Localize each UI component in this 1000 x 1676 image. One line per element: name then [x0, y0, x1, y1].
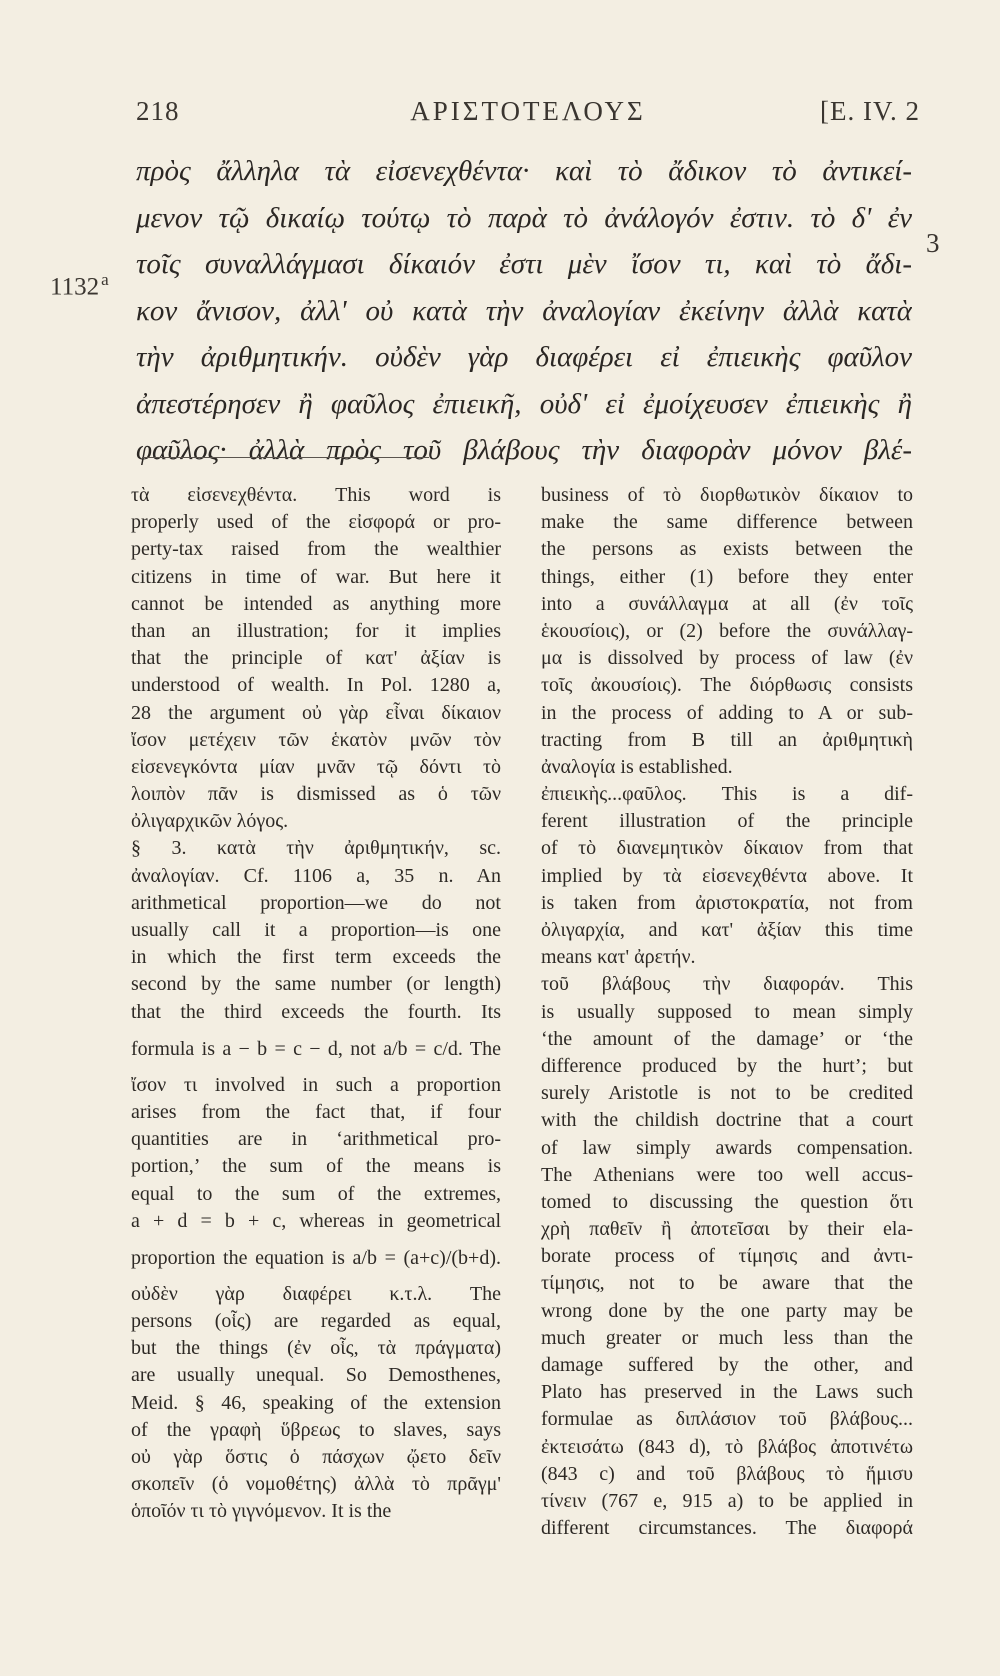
commentary-line: τίνειν (767 e, 915 a) to be applied in: [541, 1489, 913, 1512]
commentary-line: of τὸ διανεμητικὸν δίκαιον from that: [541, 837, 913, 860]
commentary-line: a + d = b + c, whereas in geometrical: [131, 1209, 501, 1232]
commentary-line: into a συνάλλαγμα at all (ἐν τοῖς: [541, 592, 913, 615]
commentary-line: 28 the argument οὐ γὰρ εἶναι δίκαιον: [131, 701, 501, 724]
commentary-line: of the γραφὴ ὕβρεως to slaves, says: [131, 1418, 501, 1441]
commentary-line: business of τὸ διορθωτικὸν δίκαιον to: [541, 484, 913, 506]
commentary-line: is usually supposed to mean simply: [541, 1000, 913, 1023]
margin-section-number: 3: [926, 228, 940, 258]
commentary-line: ὀλιγαρχικῶν λόγος.: [131, 810, 289, 833]
commentary-line: ‘the amount of the damage’ or ‘the: [541, 1027, 913, 1050]
commentary-line: ἐπιεικὴς...φαῦλος. This is a dif-: [541, 783, 913, 806]
commentary-line: § 3. κατὰ τὴν ἀριθμητικήν, sc.: [131, 837, 501, 860]
commentary-line: τοῦ βλάβους τὴν διαφοράν. This: [541, 973, 913, 996]
commentary-line: εἰσενεγκόντα μίαν μνᾶν τῷ δόντι τὸ: [131, 755, 501, 778]
bekker-page: 1132: [50, 273, 100, 301]
commentary-line: quantities are in ‘arithmetical pro-: [131, 1128, 501, 1151]
commentary-line: χρὴ παθεῖν ἢ ἀποτεῖσαι by their ela-: [541, 1218, 913, 1241]
commentary-line: ferent illustration of the principle: [541, 810, 913, 833]
commentary-line: borate process of τίμησις and ἀντι-: [541, 1245, 913, 1268]
bekker-column: a: [101, 270, 109, 289]
commentary-line: perty-tax raised from the wealthier: [131, 538, 501, 561]
commentary-line: make the same difference between: [541, 511, 913, 534]
commentary-line: portion,’ the sum of the means is: [131, 1155, 501, 1178]
commentary-line: means κατ' ἀρετήν.: [541, 946, 696, 969]
commentary-line: λοιπὸν πᾶν is dismissed as ὁ τῶν: [131, 783, 501, 806]
commentary-line: implied by τὰ εἰσενεχθέντα above. It: [541, 864, 913, 887]
commentary-line: with the childish doctrine that a court: [541, 1109, 913, 1132]
commentary-line: the persons as exists between the: [541, 538, 913, 561]
commentary-line: ἴσον μετέχειν τῶν ἑκατὸν μνῶν τὸν: [131, 728, 501, 751]
commentary-line: proportion the equation is a/b = (a+c)/(b+d).: [131, 1246, 501, 1269]
commentary-line: formula is a − b = c − d, not a/b = c/d. The: [131, 1037, 501, 1060]
commentary-line: ἀναλογίαν. Cf. 1106 a, 35 n. An: [131, 864, 501, 887]
commentary-line: arithmetical proportion—we do not: [131, 891, 501, 914]
commentary-line: ἐκτεισάτω (843 d), τὸ βλάβος ἀποτινέτω: [541, 1435, 913, 1458]
greek-text-line: κον ἄνισον, ἀλλ' οὐ κατὰ τὴν ἀναλογίαν ἐκείνην ἀλλὰ κατὰ: [136, 294, 912, 327]
commentary-line: arises from the fact that, if four: [131, 1100, 501, 1123]
commentary-line: usually call it a proportion—is one: [131, 919, 501, 941]
commentary-line: tomed to discussing the question ὅτι: [541, 1190, 913, 1213]
commentary-line: ὀλιγαρχία, and κατ' ἀξίαν this time: [541, 919, 913, 941]
greek-text-line: μενον τῷ δικαίῳ τούτῳ τὸ παρὰ τὸ ἀνάλογόν ἐστιν. τὸ δ' ἐν: [136, 201, 912, 234]
commentary-line: of law simply awards compensation.: [541, 1136, 913, 1159]
commentary-line: τὰ εἰσενεχθέντα. This word is: [131, 484, 501, 506]
greek-main-text: [136, 148, 912, 474]
commentary-line: is taken from ἀριστοκρατία, not from: [541, 891, 913, 914]
commentary-line: Meid. § 46, speaking of the extension: [131, 1391, 501, 1414]
commentary-line: damage suffered by the other, and: [541, 1354, 913, 1376]
commentary-line: σκοπεῖν (ὁ νομοθέτης) ἀλλὰ τὸ πρᾶγμ': [131, 1473, 501, 1496]
commentary-line: second by the same number (or length): [131, 973, 501, 996]
commentary-line: surely Aristotle is not to be credited: [541, 1082, 913, 1105]
section-reference: [E. IV. 2: [820, 96, 920, 126]
commentary-line: wrong done by the one party may be: [541, 1299, 913, 1322]
commentary-line: τίμησις, not to be aware that the: [541, 1272, 913, 1295]
commentary-line: in the process of adding to A or sub-: [541, 701, 913, 724]
commentary-line: μα is dissolved by process of law (ἐν: [541, 647, 913, 670]
commentary-line: citizens in time of war. But here it: [131, 565, 501, 588]
commentary-line: but the things (ἐν οἷς, τὰ πράγματα): [131, 1337, 501, 1360]
commentary-line: formulae as διπλάσιον τοῦ βλάβους...: [541, 1408, 913, 1431]
commentary-right-column: [541, 482, 913, 1542]
commentary-line: things, either (1) before they enter: [541, 565, 913, 588]
greek-text-line: φαῦλος· ἀλλὰ πρὸς τοῦ βλάβους τὴν διαφορὰν μόνον βλέ-: [136, 434, 912, 466]
commentary-line: cannot be intended as anything more: [131, 592, 501, 615]
commentary-line: that the third exceeds the fourth. Its: [131, 1000, 501, 1023]
commentary-line: ἀναλογία is established.: [541, 755, 733, 778]
greek-text-line: πρὸς ἄλληλα τὰ εἰσενεχθέντα· καὶ τὸ ἄδικον τὸ ἀντικεί-: [136, 155, 912, 187]
commentary-line: ἑκουσίοις), or (2) before the συνάλλαγ-: [541, 619, 913, 642]
commentary-line: The Athenians were too well accus-: [541, 1163, 913, 1186]
commentary-line: τοῖς ἀκουσίοις). The διόρθωσις consists: [541, 674, 913, 697]
commentary-line: οὐδὲν γὰρ διαφέρει κ.τ.λ. The: [131, 1282, 501, 1305]
commentary-line: than an illustration; for it implies: [131, 619, 501, 642]
commentary-line: difference produced by the hurt’; but: [541, 1054, 913, 1077]
commentary-line: οὐ γὰρ ὅστις ὁ πάσχων ᾤετο δεῖν: [131, 1446, 501, 1468]
commentary-line: are usually unequal. So Demosthenes,: [131, 1364, 501, 1387]
margin-bekker-reference: [50, 270, 109, 301]
greek-text-line: τὴν ἀριθμητικήν. οὐδὲν γὰρ διαφέρει εἰ ἐπιεικὴς φαῦλον: [136, 341, 912, 373]
commentary-line: much greater or much less than the: [541, 1326, 913, 1349]
greek-text-line: τοῖς συναλλάγμασι δίκαιόν ἐστι μὲν ἴσον τι, καὶ τὸ ἄδι-: [136, 248, 912, 280]
running-header: [136, 96, 920, 136]
commentary-line: ἴσον τι involved in such a proportion: [131, 1073, 501, 1096]
commentary-line: equal to the sum of the extremes,: [131, 1182, 501, 1205]
commentary-line: that the principle of κατ' ἀξίαν is: [131, 647, 501, 670]
commentary-line: Plato has preserved in the Laws such: [541, 1381, 913, 1404]
page-number: 218: [136, 96, 180, 126]
commentary-line: tracting from B till an ἀριθμητικὴ: [541, 728, 913, 751]
commentary-line: (843 c) and τοῦ βλάβους τὸ ἥμισυ: [541, 1462, 913, 1485]
commentary-line: ὁποῖόν τι τὸ γιγνόμενον. It is the: [131, 1500, 392, 1523]
commentary-line: properly used of the εἰσφορά or pro-: [131, 511, 501, 534]
commentary-line: different circumstances. The διαφορά: [541, 1517, 913, 1540]
commentary-left-column: [131, 482, 501, 1526]
greek-text-line: ἀπεστέρησεν ἢ φαῦλος ἐπιεικῆ, οὐδ' εἰ ἐμοίχευσεν ἐπιεικὴς ἢ: [136, 387, 912, 420]
footnote-rule: [142, 457, 429, 458]
running-title: ΑΡΙΣΤΟΤΕΛΟΥΣ: [410, 96, 646, 126]
commentary-line: understood of wealth. In Pol. 1280 a,: [131, 674, 501, 697]
commentary-line: persons (οἷς) are regarded as equal,: [131, 1310, 501, 1333]
commentary-line: in which the first term exceeds the: [131, 946, 501, 969]
